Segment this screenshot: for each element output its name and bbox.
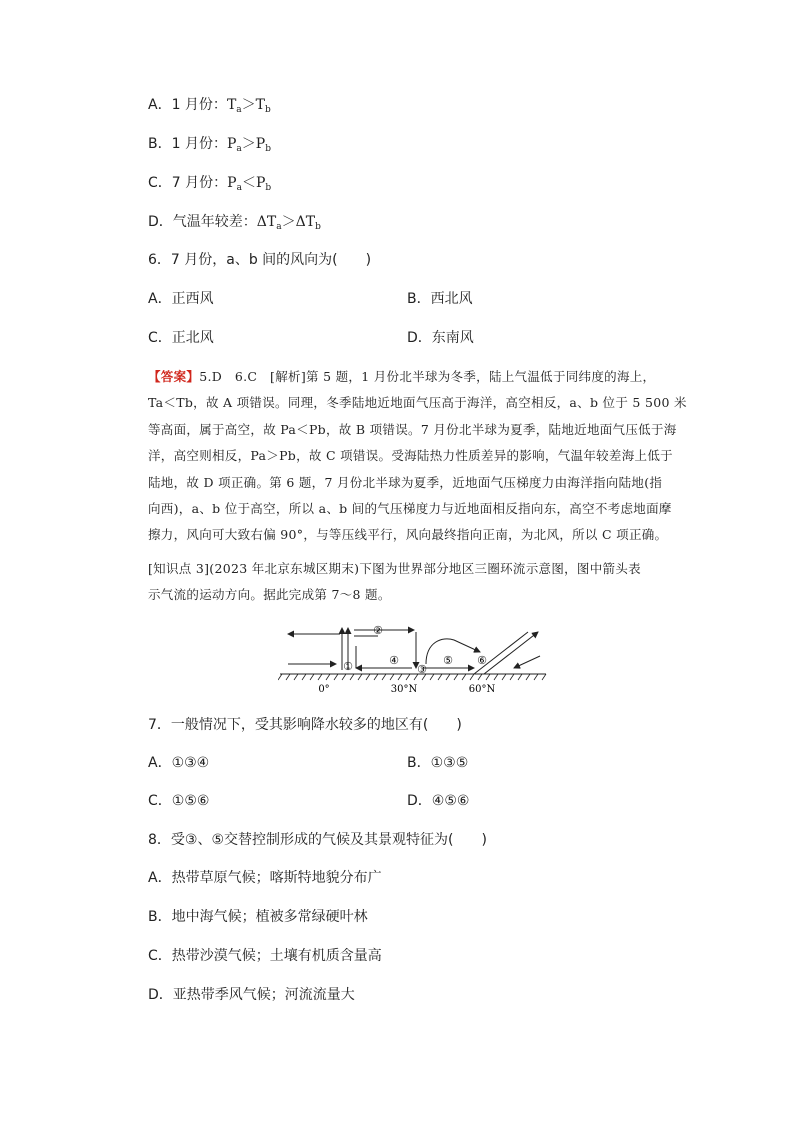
symbol: ΔT xyxy=(295,214,316,230)
airflow-arrows xyxy=(288,628,540,674)
knowledge-line-1: [知识点 3](2023 年北京东城区期末)下图为世界部分地区三圈环流示意图，图中箭头表 xyxy=(148,561,641,576)
option-prefix: B．1 月份： xyxy=(148,136,227,152)
symbol: ΔT xyxy=(256,214,277,230)
answer-line-6: 向西)，a、b 位于高空，所以 a、b 间的气压梯度力与近地面相反指向东，高空不考虑地面摩 xyxy=(148,501,672,517)
analysis-text: 第 5 题，1 月份北半球为冬季，陆上气温低于同纬度的海上， xyxy=(306,369,656,384)
q8-option-a[interactable]: A．热带草原气候；喀斯特地貌分布广 xyxy=(148,870,382,886)
option-prefix: D．气温年较差： xyxy=(148,214,257,230)
operator: ＞ xyxy=(281,214,296,230)
q8-option-b[interactable]: B．地中海气候；植被多常绿硬叶林 xyxy=(148,909,368,925)
q6-option-c[interactable]: C．正北风 xyxy=(148,330,214,346)
q7-stem: 7．一般情况下，受其影响降水较多的地区有( ) xyxy=(148,717,462,733)
q5-option-a[interactable] xyxy=(148,95,271,120)
q6-option-d[interactable]: D．东南风 xyxy=(407,330,474,346)
subscript: b xyxy=(265,144,271,154)
symbol: T xyxy=(255,97,265,113)
q7-option-b[interactable]: B．①③⑤ xyxy=(407,755,469,771)
latitude-60n: 60°N xyxy=(468,684,496,695)
subscript: a xyxy=(236,144,242,154)
answer-values: 5.D 6.C xyxy=(199,369,271,384)
subscript: b xyxy=(265,105,271,115)
q7-option-c[interactable]: C．①⑤⑥ xyxy=(148,793,210,809)
q5-option-d[interactable] xyxy=(148,212,321,237)
latitude-30n: 30°N xyxy=(390,684,418,695)
symbol: P xyxy=(227,175,237,191)
label-4: ④ xyxy=(389,654,399,667)
q8-option-d[interactable]: D．亚热带季风气候；河流流量大 xyxy=(148,987,355,1003)
circulation-diagram xyxy=(278,618,548,698)
analysis-tag: [解析] xyxy=(270,369,307,384)
q5-option-b[interactable] xyxy=(148,134,271,159)
q8-stem: 8．受③、⑤交替控制形成的气候及其景观特征为( ) xyxy=(148,832,487,848)
option-prefix: C．7 月份： xyxy=(148,175,228,191)
answer-line-2: Ta＜Tb，故 A 项错误。同理，冬季陆地近地面气压高于海洋，高空相反，a、b 位于 5 500 米 xyxy=(148,395,687,411)
label-5: ⑤ xyxy=(443,654,453,667)
answer-line-5: 陆地，故 D 项正确。第 6 题，7 月份北半球为夏季，近地面气压梯度力由海洋指向陆地(指 xyxy=(148,474,663,490)
symbol: P xyxy=(255,136,266,152)
knowledge-intro xyxy=(148,556,678,608)
symbol: P xyxy=(255,175,266,191)
label-3: ③ xyxy=(417,663,427,676)
q6-option-a[interactable]: A．正西风 xyxy=(148,291,214,307)
q8-option-c[interactable]: C．热带沙漠气候；土壤有机质含量高 xyxy=(148,948,382,964)
subscript: a xyxy=(236,183,242,193)
q6-stem: 6．7 月份，a、b 间的风向为( ) xyxy=(148,252,372,268)
label-1: ① xyxy=(343,660,353,673)
ground-hatching xyxy=(278,674,546,680)
subscript: b xyxy=(315,222,321,232)
answer-line-3: 等高面，属于高空，故 Pa＜Pb，故 B 项错误。7 月份北半球为夏季，陆地近地面气压低于海 xyxy=(148,421,677,437)
subscript: a xyxy=(236,105,242,115)
symbol: T xyxy=(226,97,237,113)
q7-option-d[interactable]: D．④⑤⑥ xyxy=(407,793,470,809)
answer-line-7: 擦力，风向可大致右偏 90°，与等压线平行，风向最终指向正南，为北风，所以 C 项正确。 xyxy=(148,527,668,543)
operator: ＜ xyxy=(241,175,256,191)
operator: ＞ xyxy=(241,97,256,113)
label-6: ⑥ xyxy=(477,654,487,667)
option-prefix: A．1 月份： xyxy=(148,97,227,113)
latitude-0: 0° xyxy=(318,684,330,695)
answer-line-1 xyxy=(148,364,688,390)
operator: ＞ xyxy=(241,136,256,152)
q5-option-c[interactable] xyxy=(148,173,271,198)
subscript: b xyxy=(265,183,272,193)
subscript: a xyxy=(276,222,282,232)
answer-line-4: 洋，高空则相反，Pa＞Pb，故 C 项错误。受海陆热力性质差异的影响，气温年较差海上低于 xyxy=(148,448,673,464)
answer-tag: 【答案】 xyxy=(148,369,200,384)
knowledge-line-2: 示气流的运动方向。据此完成第 7～8 题。 xyxy=(148,587,391,602)
q6-option-b[interactable]: B．西北风 xyxy=(407,291,473,307)
label-2: ② xyxy=(373,624,383,637)
answer-analysis xyxy=(148,364,688,549)
q7-option-a[interactable]: A．①③④ xyxy=(148,755,210,771)
symbol: P xyxy=(226,136,237,152)
